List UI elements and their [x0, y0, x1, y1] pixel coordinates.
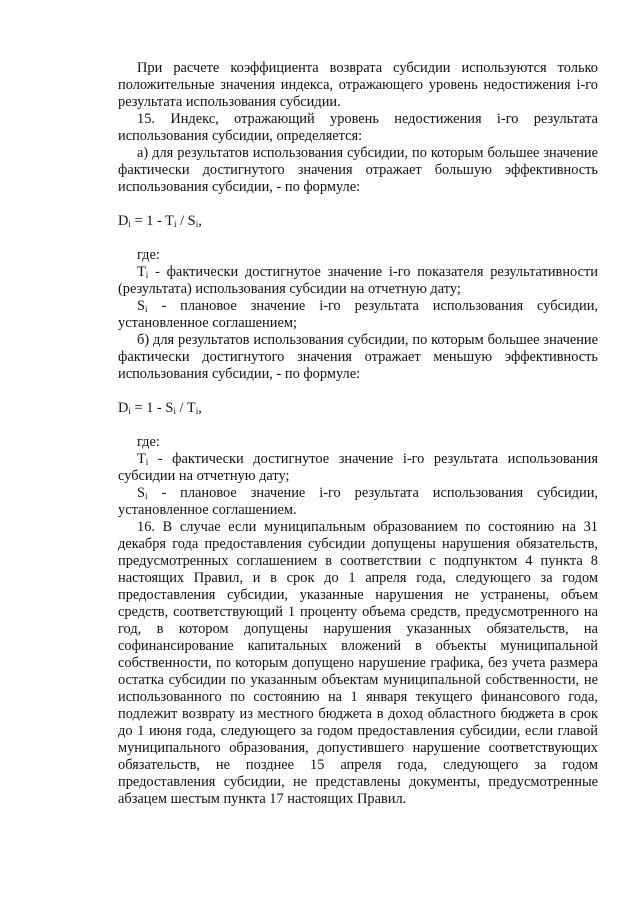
formula-1-end: ,: [198, 213, 202, 229]
definition-2-t: [118, 451, 598, 485]
definition-2-s-text: - плановое значение i-го результата использования субсидии, установленное соглашением.: [118, 485, 598, 518]
symbol-s: S: [137, 298, 146, 314]
symbol-t-sub: i: [145, 270, 149, 280]
formula-1-b: S: [187, 213, 196, 229]
formula-1-b-sub: i: [195, 219, 199, 229]
definition-1-t-text: - фактически достигнутое значение i-го показателя результативности (результата) использования субсидии на отчетную дату;: [118, 264, 598, 297]
formula-2-lhs: D: [118, 400, 129, 416]
formula-1-a-sub: i: [173, 219, 177, 229]
formula-1-sep: /: [176, 213, 188, 229]
symbol-t: T: [137, 264, 146, 280]
paragraph-15-b: б) для результатов использования субсидии, по которым большее значение фактически достигнутого значения отражает меньшую эффективность использования субсидии, - по формуле:: [118, 332, 598, 382]
definition-1-s-text: - плановое значение i-го результата использования субсидии, установленное соглашением;: [118, 298, 598, 331]
where-label-1: где:: [137, 247, 160, 263]
symbol-t-sub: i: [145, 457, 149, 467]
paragraph-15-index: 15. Индекс, отражающий уровень недостижения i-го результата использования субсидии, определяется:: [118, 111, 598, 144]
definition-2-s: [118, 485, 598, 519]
formula-2-a: S: [165, 400, 174, 416]
formula-1-a: T: [165, 213, 174, 229]
definition-2-t-text: - фактически достигнутое значение i-го результата использования субсидии на отчетную дату;: [118, 451, 598, 484]
formula-2-sep: /: [175, 400, 187, 416]
formula-2: [118, 400, 598, 417]
formula-2-end: ,: [198, 400, 202, 416]
formula-1-lhs-sub: i: [128, 219, 131, 229]
formula-2-b-sub: i: [195, 406, 199, 416]
formula-2-b: T: [186, 400, 196, 416]
formula-1-eq: = 1 -: [130, 213, 166, 229]
definition-1-s: [118, 298, 598, 332]
formula-2-eq: = 1 -: [130, 400, 166, 416]
document-body: [118, 60, 598, 808]
where-label-2: где:: [137, 434, 160, 450]
formula-1-lhs: D: [118, 213, 129, 229]
formula-2-a-sub: i: [173, 406, 176, 416]
symbol-t: T: [137, 451, 146, 467]
definition-1-t: [118, 264, 598, 298]
formula-1: [118, 213, 598, 230]
symbol-s: S: [137, 485, 146, 501]
paragraph-positive-values: При расчете коэффициента возврата субсидии используются только положительные значения индекса, отражающего уровень недостижения i-го результата использования субсидии.: [118, 60, 598, 110]
symbol-s-sub: i: [145, 304, 148, 314]
paragraph-15-a: а) для результатов использования субсидии, по которым большее значение фактически достигнутого значения отражает большую эффективность использования субсидии, - по формуле:: [118, 145, 598, 195]
symbol-s-sub: i: [145, 491, 148, 501]
formula-2-lhs-sub: i: [128, 406, 131, 416]
paragraph-16-violations: 16. В случае если муниципальным образованием по состоянию на 31 декабря года предоставления субсидии допущены нарушения обязательств, предусмотренных соглашением в соответствии с подпунктом 4 пункта 8 настоящих Правил, и в срок до 1 апреля года, следующего за годом предоставления субсидии, указанные нарушения не устранены, объем средств, соответствующий 1 проценту объема средств, предусмотренного на год, в котором допущены нарушения указанных обязательств, на софинансирование капитальных вложений в объекты муниципальной собственности, по которым допущено нарушение графика, без учета размера остатка субсидии по указанным объектам муниципальной собственности, не использованного по состоянию на 1 января текущего финансового года, подлежит возврату из местного бюджета в доход областного бюджета в срок до 1 июня года, следующего за годом предоставления субсидии, если главой муниципального образования, допустившего нарушение соответствующих обязательств, не позднее 15 апреля года, следующего за годом предоставления субсидии, не представлены документы, предусмотренные абзацем шестым пункта 17 настоящих Правил.: [118, 519, 598, 807]
